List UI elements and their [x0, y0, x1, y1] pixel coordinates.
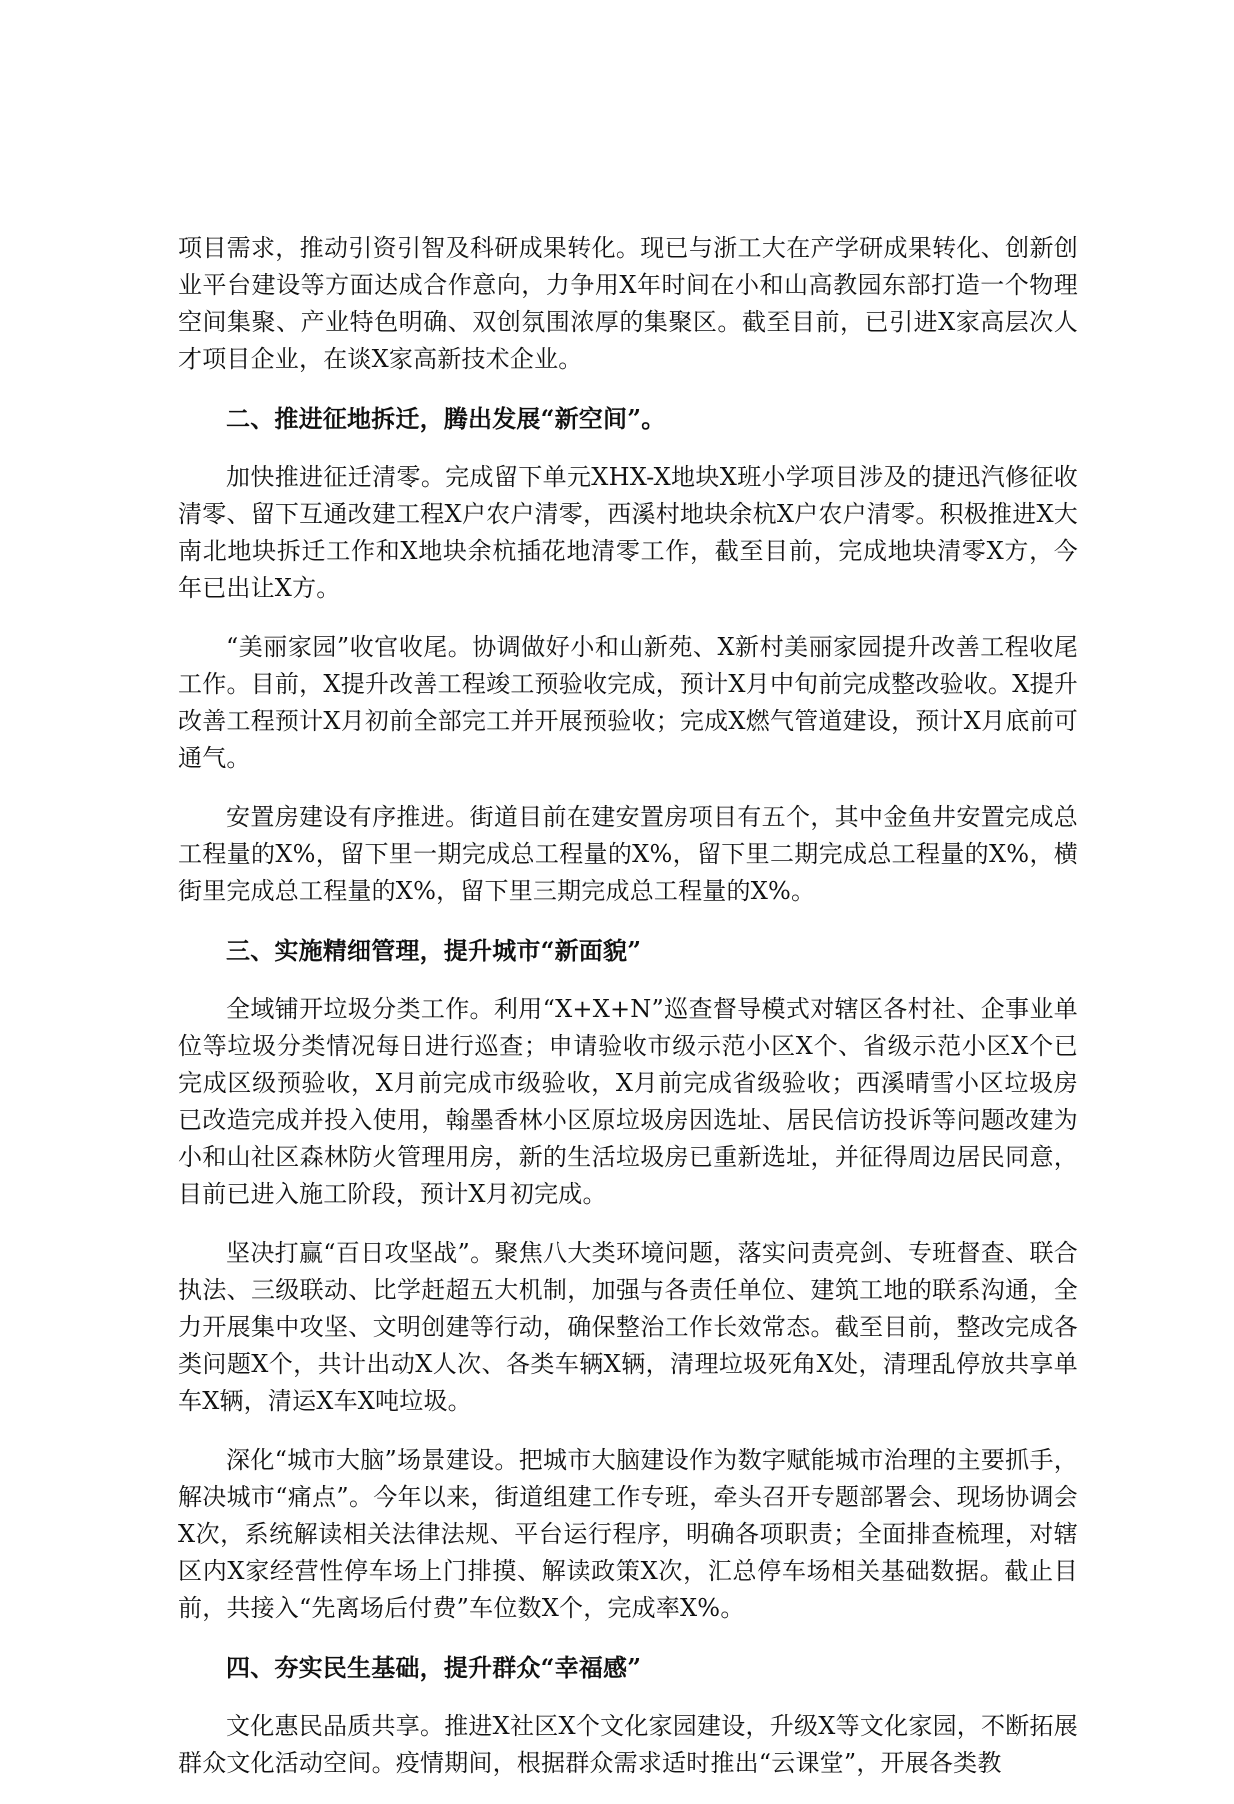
- section-heading-2: 二、推进征地拆迁，腾出发展“新空间”。: [226, 404, 666, 433]
- paragraph: “美丽家园”收官收尾。协调做好小和山新苑、X新村美丽家园提升改善工程收尾工作。目前，X提升改善工程竣工预验收完成，预计X月中旬前完成整改验收。X提升改善工程预计X月初前全部完工并开展预验收；完成X燃气管道建设，预计X月底前可通气。: [178, 633, 1078, 772]
- document-body: [178, 230, 1078, 1804]
- paragraph: 全域铺开垃圾分类工作。利用“X+X+N”巡查督导模式对辖区各村社、企事业单位等垃圾分类情况每日进行巡查；申请验收市级示范小区X个、省级示范小区X个已完成区级预验收，X月前完成市级验收，X月前完成省级验收；西溪晴雪小区垃圾房已改造完成并投入使用，翰墨香林小区原垃圾房因选址、居民信访投诉等问题改建为小和山社区森林防火管理用房，新的生活垃圾房已重新选址，并征得周边居民同意，目前已进入施工阶段，预计X月初完成。: [178, 995, 1078, 1208]
- paragraph: 安置房建设有序推进。街道目前在建安置房项目有五个，其中金鱼井安置完成总工程量的X%，留下里一期完成总工程量的X%，留下里二期完成总工程量的X%，横街里完成总工程量的X%，留下里三期完成总工程量的X%。: [178, 803, 1078, 905]
- paragraph: 深化“城市大脑”场景建设。把城市大脑建设作为数字赋能城市治理的主要抓手，解决城市“痛点”。今年以来，街道组建工作专班，牵头召开专题部署会、现场协调会X次，系统解读相关法律法规、平台运行程序，明确各项职责；全面排查梳理，对辖区内X家经营性停车场上门排摸、解读政策X次，汇总停车场相关基础数据。截止目前，共接入“先离场后付费”车位数X个，完成率X%。: [178, 1446, 1078, 1622]
- paragraph: 坚决打赢“百日攻坚战”。聚焦八大类环境问题，落实问责亮剑、专班督查、联合执法、三级联动、比学赶超五大机制，加强与各责任单位、建筑工地的联系沟通，全力开展集中攻坚、文明创建等行动，确保整治工作长效常态。截至目前，整改完成各类问题X个，共计出动X人次、各类车辆X辆，清理垃圾死角X处，清理乱停放共享单车X辆，清运X车X吨垃圾。: [178, 1239, 1078, 1415]
- section-heading-4: 四、夯实民生基础，提升群众“幸福感”: [226, 1653, 642, 1682]
- paragraph: 加快推进征迁清零。完成留下单元XHX-X地块X班小学项目涉及的捷迅汽修征收清零、留下互通改建工程X户农户清零，西溪村地块余杭X户农户清零。积极推进X大南北地块拆迁工作和X地块余杭插花地清零工作，截至目前，完成地块清零X方，今年已出让X方。: [178, 463, 1078, 602]
- paragraph-truncated: 文化惠民品质共享。推进X社区X个文化家园建设，升级X等文化家园，不断拓展群众文化活动空间。疫情期间，根据群众需求适时推出“云课堂”，开展各类教: [178, 1712, 1078, 1777]
- section-heading-3: 三、实施精细管理，提升城市“新面貌”: [226, 936, 642, 965]
- paragraph-continued: 项目需求，推动引资引智及科研成果转化。现已与浙工大在产学研成果转化、创新创业平台建设等方面达成合作意向，力争用X年时间在小和山高教园东部打造一个物理空间集聚、产业特色明确、双创氛围浓厚的集聚区。截至目前，已引进X家高层次人才项目企业，在谈X家高新技术企业。: [178, 234, 1078, 373]
